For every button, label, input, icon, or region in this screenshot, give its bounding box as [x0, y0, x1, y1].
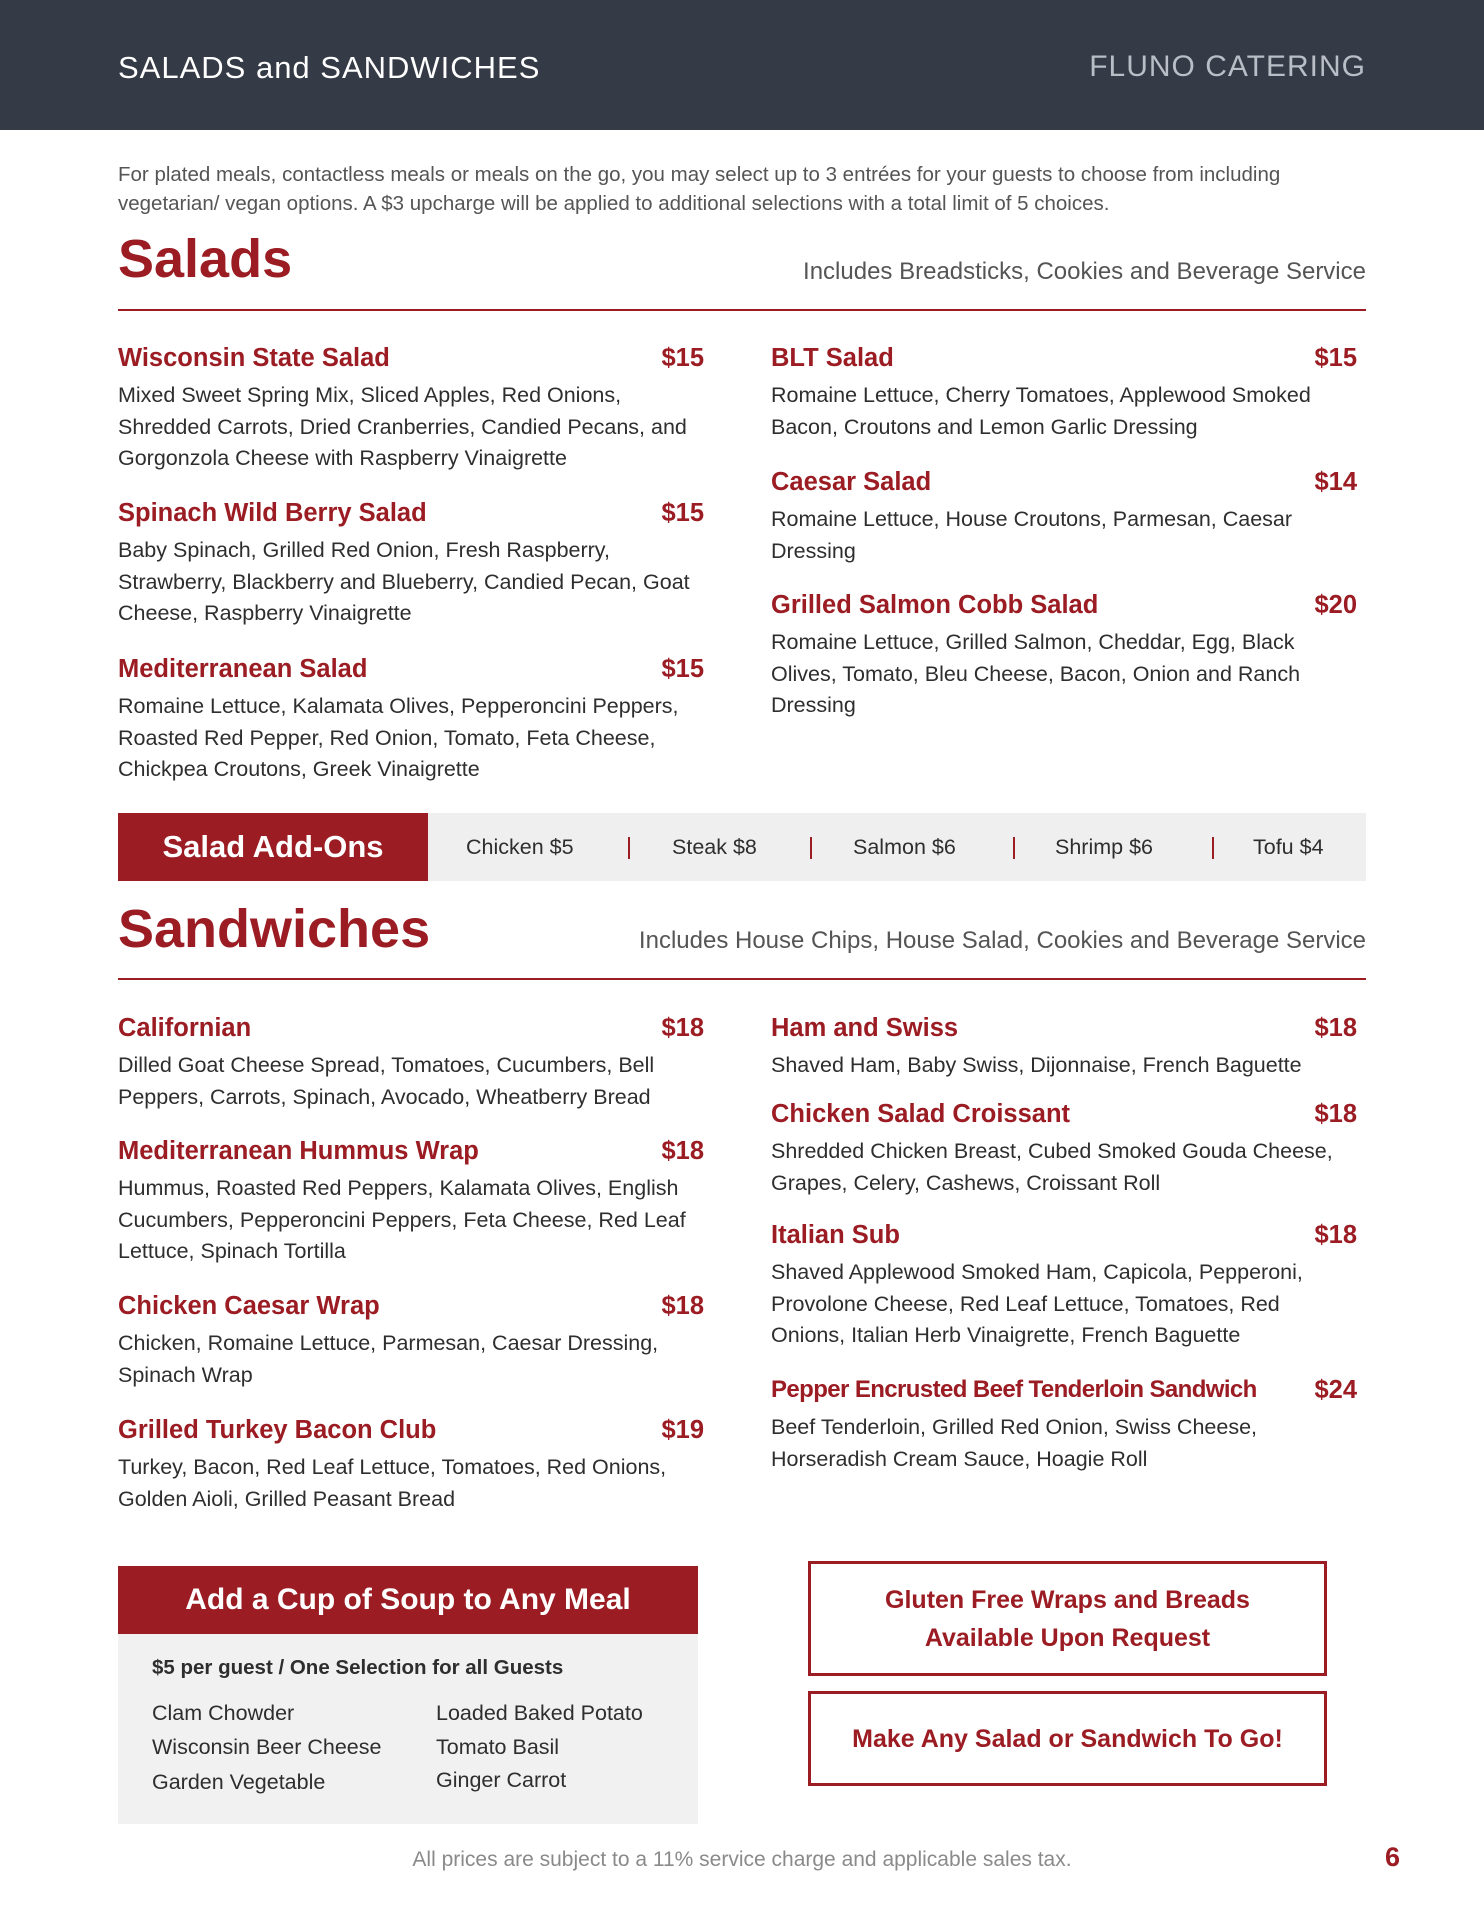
menu-item — [118, 499, 704, 630]
item-description: Romaine Lettuce, House Croutons, Parmesan, Caesar Dressing — [771, 507, 1293, 563]
header-title: SALADS and SANDWICHES — [118, 50, 541, 85]
item-price: $14 — [1314, 468, 1357, 496]
item-price: $20 — [1314, 591, 1357, 619]
menu-item — [771, 1100, 1357, 1199]
soup-subtitle: $5 per guest / One Selection for all Guests — [152, 1656, 564, 1679]
item-name: Ham and Swiss — [771, 1014, 959, 1042]
menu-item — [118, 1416, 704, 1515]
soup-option: Clam Chowder — [152, 1701, 295, 1725]
item-name: Chicken Caesar Wrap — [118, 1292, 380, 1320]
item-name: Caesar Salad — [771, 468, 932, 496]
salads-divider — [118, 309, 1366, 311]
item-description: Turkey, Bacon, Red Leaf Lettuce, Tomatoes, Red Onions, Golden Aioli, Grilled Peasant Bread — [118, 1455, 667, 1511]
addon-tofu: Tofu $4 — [1253, 835, 1324, 859]
menu-item — [118, 1137, 704, 1268]
item-description: Baby Spinach, Grilled Red Onion, Fresh Raspberry, Strawberry, Blackberry and Blueberry, Candied Pecan, Goat Cheese, Raspberry Vinaigrette — [118, 538, 690, 625]
soup-option: Loaded Baked Potato — [436, 1701, 643, 1725]
item-name: BLT Salad — [771, 344, 894, 372]
soup-option: Garden Vegetable — [152, 1770, 326, 1794]
item-description: Beef Tenderloin, Grilled Red Onion, Swiss Cheese, Horseradish Cream Sauce, Hoagie Roll — [771, 1415, 1257, 1471]
page-header — [0, 0, 1484, 130]
item-description: Dilled Goat Cheese Spread, Tomatoes, Cucumbers, Bell Peppers, Carrots, Spinach, Avocado, Wheatberry Bread — [118, 1053, 655, 1109]
gluten-free-line-2: Available Upon Request — [924, 1623, 1211, 1652]
salads-title: Salads — [118, 229, 293, 289]
item-price: $18 — [661, 1137, 704, 1165]
item-name: Californian — [118, 1014, 252, 1042]
gluten-free-notice — [808, 1561, 1327, 1676]
soup-panel — [118, 1566, 698, 1824]
page-number: 6 — [1384, 1842, 1400, 1872]
item-description: Hummus, Roasted Red Peppers, Kalamata Olives, English Cucumbers, Pepperoncini Peppers, Feta Cheese, Red Leaf Lettuce, Spinach Tortilla — [118, 1176, 686, 1263]
addon-separator — [1013, 837, 1015, 859]
item-price: $15 — [1314, 344, 1357, 372]
soup-option: Wisconsin Beer Cheese — [152, 1735, 382, 1759]
item-name: Chicken Salad Croissant — [771, 1100, 1071, 1128]
salad-addons-bar — [118, 813, 1366, 881]
menu-item — [118, 655, 704, 786]
salads-subtitle: Includes Breadsticks, Cookies and Beverage Service — [803, 258, 1366, 285]
menu-item — [118, 344, 704, 475]
addons-label: Salad Add-Ons — [118, 813, 428, 881]
item-price: $15 — [661, 499, 704, 527]
item-name: Spinach Wild Berry Salad — [118, 499, 427, 527]
item-name: Mediterranean Hummus Wrap — [118, 1137, 479, 1165]
addon-steak: Steak $8 — [672, 835, 757, 859]
item-price: $24 — [1314, 1376, 1357, 1404]
menu-item — [771, 468, 1357, 567]
footer-note: All prices are subject to a 11% service charge and applicable sales tax. — [412, 1848, 1072, 1871]
item-description: Shredded Chicken Breast, Cubed Smoked Gouda Cheese, Grapes, Celery, Cashews, Croissant Roll — [771, 1139, 1333, 1195]
menu-item — [771, 1376, 1357, 1475]
menu-item — [771, 591, 1357, 722]
item-price: $15 — [661, 655, 704, 683]
addon-chicken: Chicken $5 — [466, 835, 574, 859]
menu-item — [771, 344, 1357, 443]
to-go-notice: Make Any Salad or Sandwich To Go! — [808, 1691, 1327, 1786]
item-price: $15 — [661, 344, 704, 372]
item-description: Mixed Sweet Spring Mix, Sliced Apples, Red Onions, Shredded Carrots, Dried Cranberries, Candied Pecans, and Gorgonzola Cheese with Raspberry Vinaigrette — [118, 383, 687, 470]
sandwiches-title: Sandwiches — [118, 899, 431, 959]
item-name: Italian Sub — [771, 1221, 900, 1249]
item-price: $18 — [661, 1014, 704, 1042]
item-price: $18 — [661, 1292, 704, 1320]
addon-salmon: Salmon $6 — [853, 835, 956, 859]
item-price: $19 — [661, 1416, 704, 1444]
menu-item — [118, 1014, 704, 1113]
item-price: $18 — [1314, 1221, 1357, 1249]
item-description: Shaved Ham, Baby Swiss, Dijonnaise, French Baguette — [771, 1053, 1302, 1077]
item-description: Romaine Lettuce, Cherry Tomatoes, Applewood Smoked Bacon, Croutons and Lemon Garlic Dressing — [771, 383, 1311, 439]
item-name: Pepper Encrusted Beef Tenderloin Sandwich — [771, 1376, 1257, 1403]
menu-item — [771, 1014, 1357, 1082]
addon-separator — [1212, 837, 1214, 859]
gluten-free-line-1: Gluten Free Wraps and Breads — [885, 1585, 1250, 1614]
item-description: Chicken, Romaine Lettuce, Parmesan, Caesar Dressing, Spinach Wrap — [118, 1331, 659, 1387]
item-description: Romaine Lettuce, Grilled Salmon, Cheddar, Egg, Black Olives, Tomato, Bleu Cheese, Bacon, Onion and Ranch Dressing — [771, 630, 1301, 717]
item-name: Grilled Turkey Bacon Club — [118, 1416, 437, 1444]
item-price: $18 — [1314, 1100, 1357, 1128]
intro-text: For plated meals, contactless meals or meals on the go, you may select up to 3 entrées for your guests to choose from including vegetarian/ vegan options. A $3 upcharge will be applied to additional selections with a total limit of 5 choices. — [118, 163, 1281, 215]
menu-item — [118, 1292, 704, 1391]
menu-item — [771, 1221, 1357, 1352]
item-name: Wisconsin State Salad — [118, 344, 390, 372]
item-description: Shaved Applewood Smoked Ham, Capicola, Pepperoni, Provolone Cheese, Red Leaf Lettuce, Tomatoes, Red Onions, Italian Herb Vinaigrette, French Baguette — [771, 1260, 1303, 1347]
soup-option: Ginger Carrot — [436, 1768, 567, 1792]
item-name: Grilled Salmon Cobb Salad — [771, 591, 1099, 619]
item-price: $18 — [1314, 1014, 1357, 1042]
sandwiches-divider — [118, 978, 1366, 980]
header-brand: FLUNO CATERING — [1089, 50, 1366, 83]
soup-option: Tomato Basil — [436, 1735, 560, 1759]
addon-separator — [628, 837, 630, 859]
addon-shrimp: Shrimp $6 — [1055, 835, 1153, 859]
addon-separator — [810, 837, 812, 859]
sandwiches-subtitle: Includes House Chips, House Salad, Cookies and Beverage Service — [638, 927, 1366, 954]
item-name: Mediterranean Salad — [118, 655, 368, 683]
soup-title: Add a Cup of Soup to Any Meal — [118, 1566, 698, 1634]
item-description: Romaine Lettuce, Kalamata Olives, Pepperoncini Peppers, Roasted Red Pepper, Red Onion, Tomato, Feta Cheese, Chickpea Croutons, Greek Vinaigrette — [118, 694, 679, 781]
